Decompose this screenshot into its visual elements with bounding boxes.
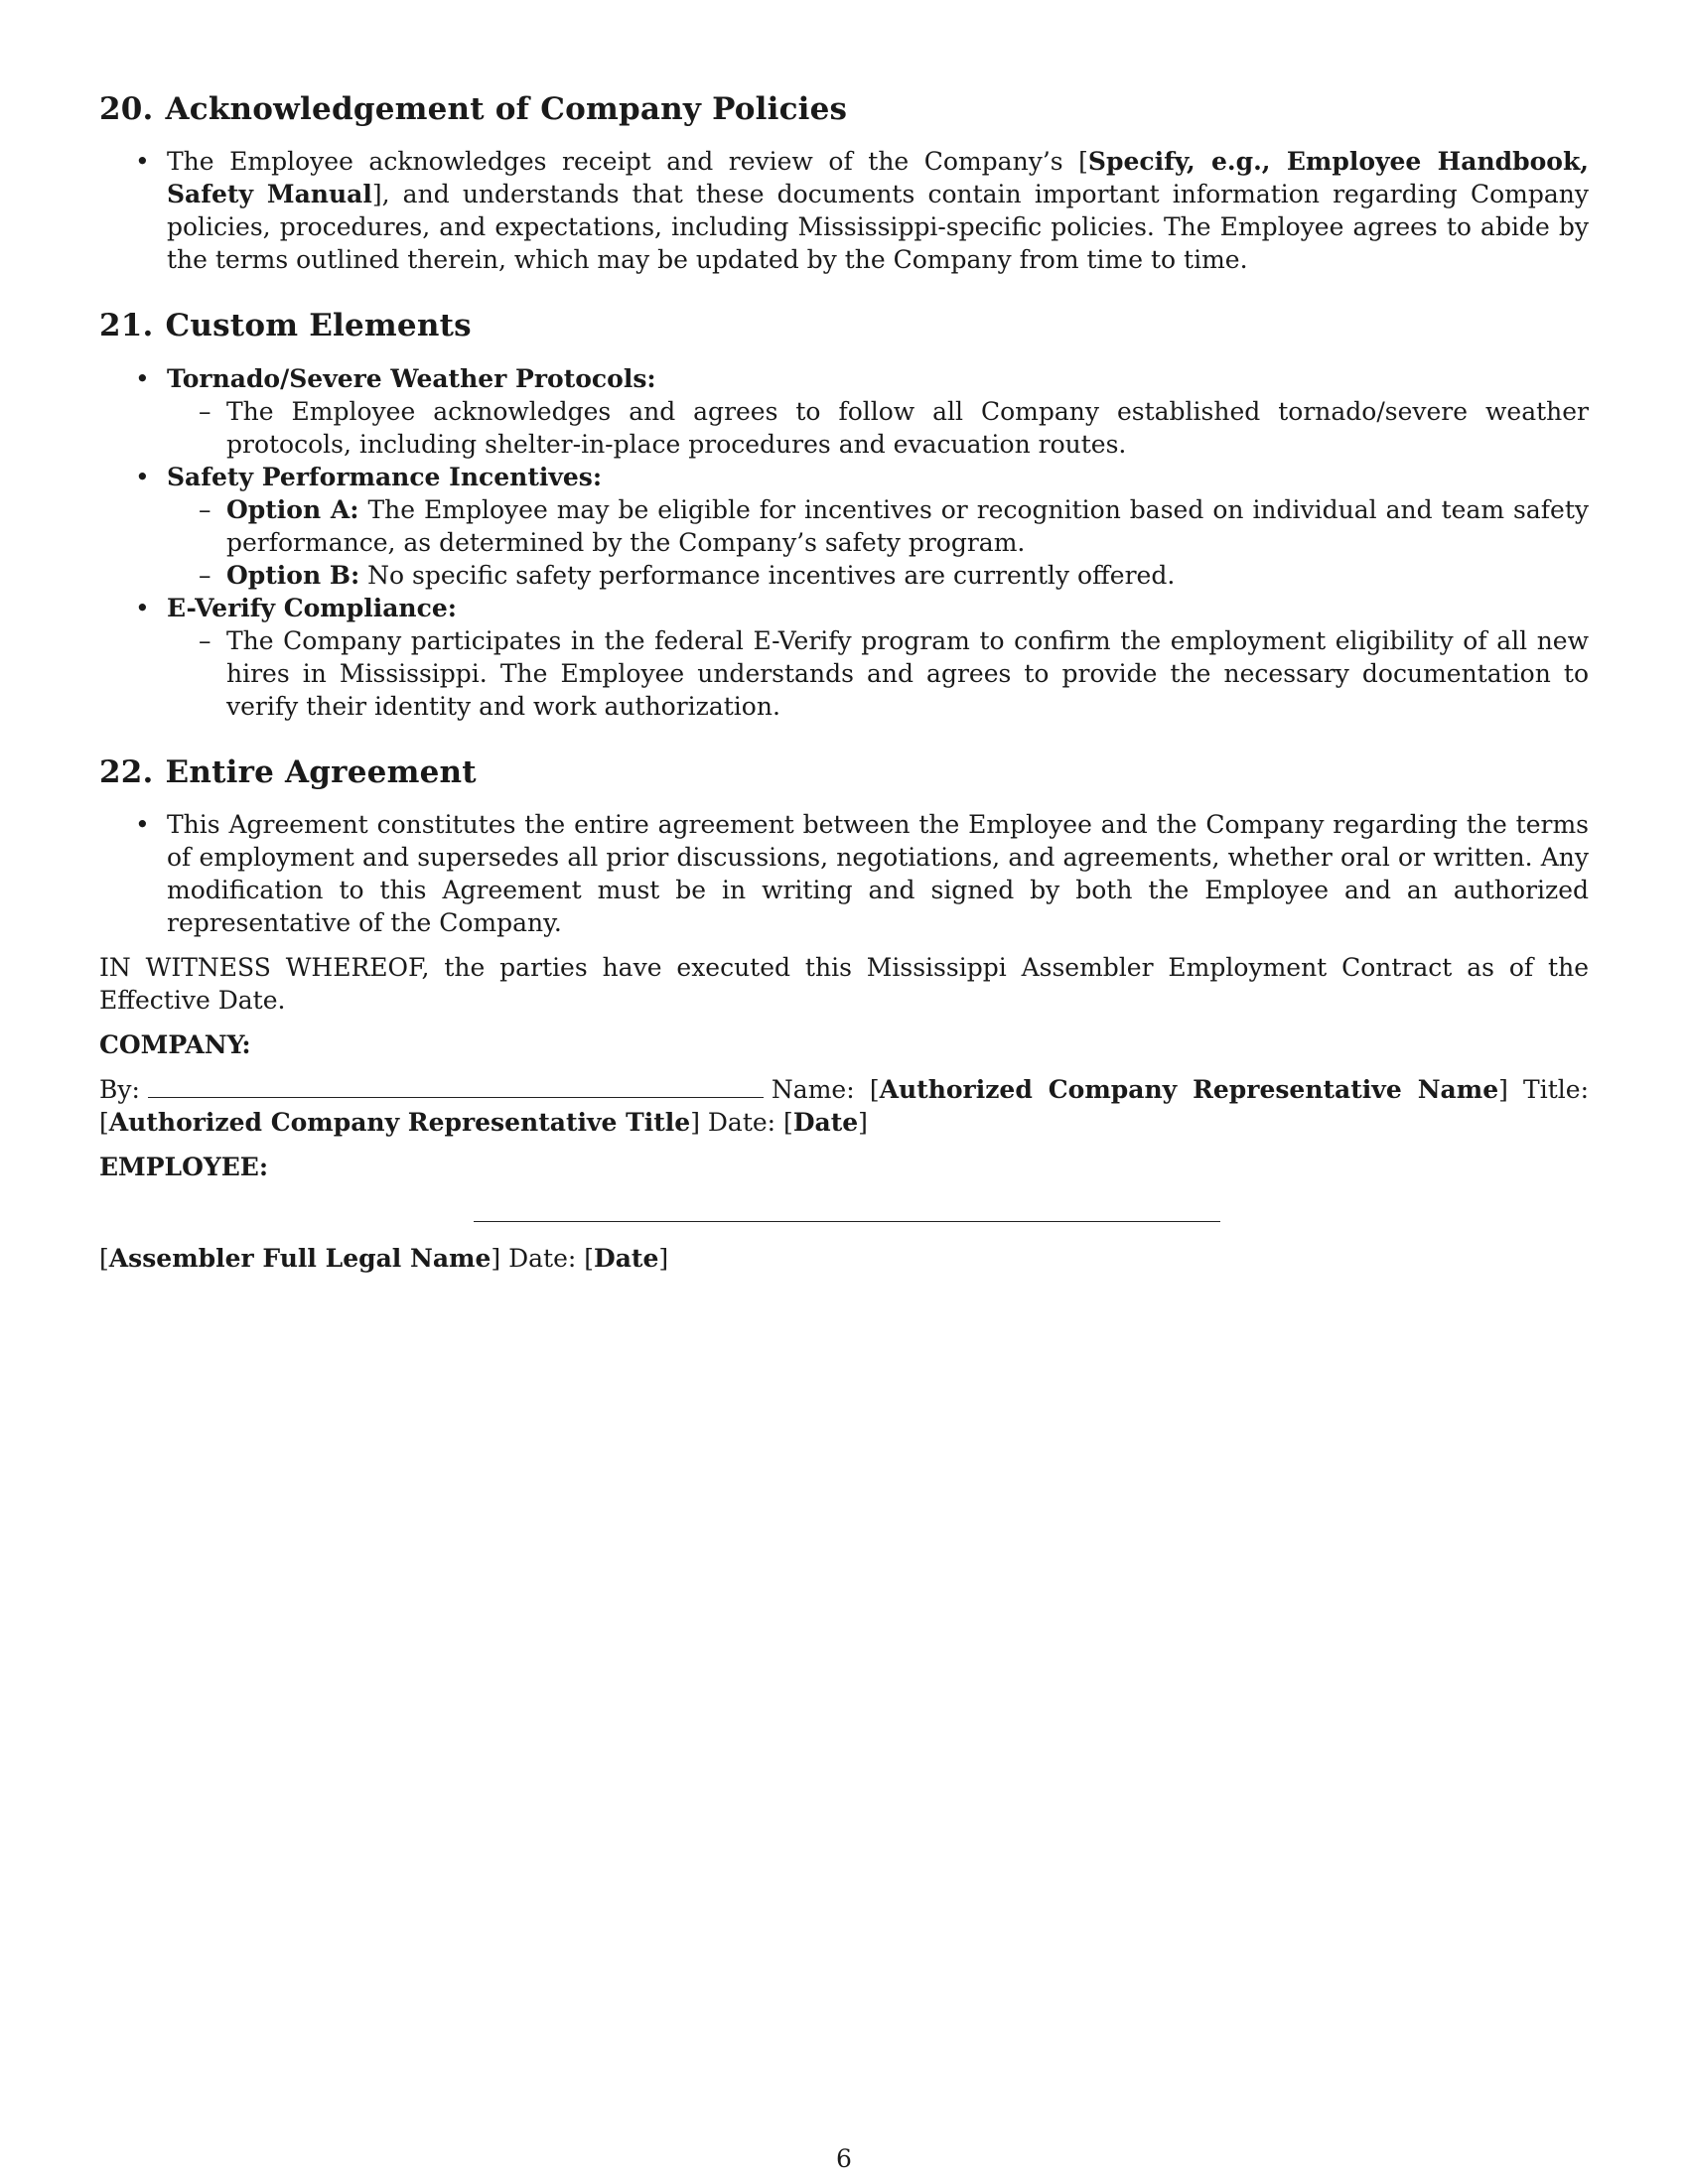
- tornado-text: – The Employee acknowledges and agrees to follow all Company established tornado/severe weather protocols, including shelter-in-place procedures and evacuation routes.: [99, 395, 1589, 461]
- section-22: [99, 752, 1589, 939]
- everify-bullet: • E-Verify Compliance:: [99, 592, 1589, 624]
- option-b-text: – Option B: No specific safety performance incentives are currently offered.: [99, 559, 1589, 592]
- employee-heading: EMPLOYEE:: [99, 1152, 269, 1181]
- employee-signature-block: [Assembler Full Legal Name] Date: [Date]: [99, 1243, 669, 1273]
- section-21: [99, 306, 1589, 722]
- page-number: 6: [836, 2144, 852, 2173]
- policies-bullet: • The Employee acknowledges receipt and review of the Company’s [Specify, e.g., Employee Handbook, Safety Manual], and understands that these documents contain important information regarding Company policies, procedures, and expectations, including Mississippi-specific policies. The Employee agrees to abide by the terms outlined therein, which may be updated by the Company from time to time.: [99, 145, 1589, 276]
- company-heading: COMPANY:: [99, 1029, 251, 1059]
- section-20-heading: 20. Acknowledgement of Company Policies: [99, 91, 848, 127]
- section-22-heading: 22. Entire Agreement: [99, 753, 477, 790]
- company-signature-line[interactable]: [148, 1075, 764, 1098]
- entire-agreement-bullet: • This Agreement constitutes the entire agreement between the Employee and the Company regarding the terms of employment and supersedes all prior discussions, negotiations, and agreements, whether oral or written. Any modification to this Agreement must be in writing and signed by both the Employee and an authorized representative of the Company.: [99, 808, 1589, 939]
- section-21-heading: 21. Custom Elements: [99, 308, 472, 344]
- witness-paragraph: IN WITNESS WHEREOF, the parties have executed this Mississippi Assembler Employment Contract as of the Effective Date.: [99, 952, 1589, 1015]
- document-page: [99, 89, 1589, 1275]
- company-signature-block: By: Name: [Authorized Company Representative Name] Title: [Authorized Company Representative Title] Date: [Date]: [99, 1074, 1589, 1137]
- section-20: [99, 89, 1589, 276]
- employee-signature-line[interactable]: [474, 1209, 1220, 1222]
- option-a-text: – Option A: The Employee may be eligible for incentives or recognition based on individual and team safety performance, as determined by the Company’s safety program.: [99, 493, 1589, 559]
- tornado-bullet: • Tornado/Severe Weather Protocols:: [99, 362, 1589, 395]
- everify-text: – The Company participates in the federal E-Verify program to confirm the employment eligibility of all new hires in Mississippi. The Employee understands and agrees to provide the necessary documentation to verify their identity and work authorization.: [99, 624, 1589, 723]
- safety-bullet: • Safety Performance Incentives:: [99, 461, 1589, 493]
